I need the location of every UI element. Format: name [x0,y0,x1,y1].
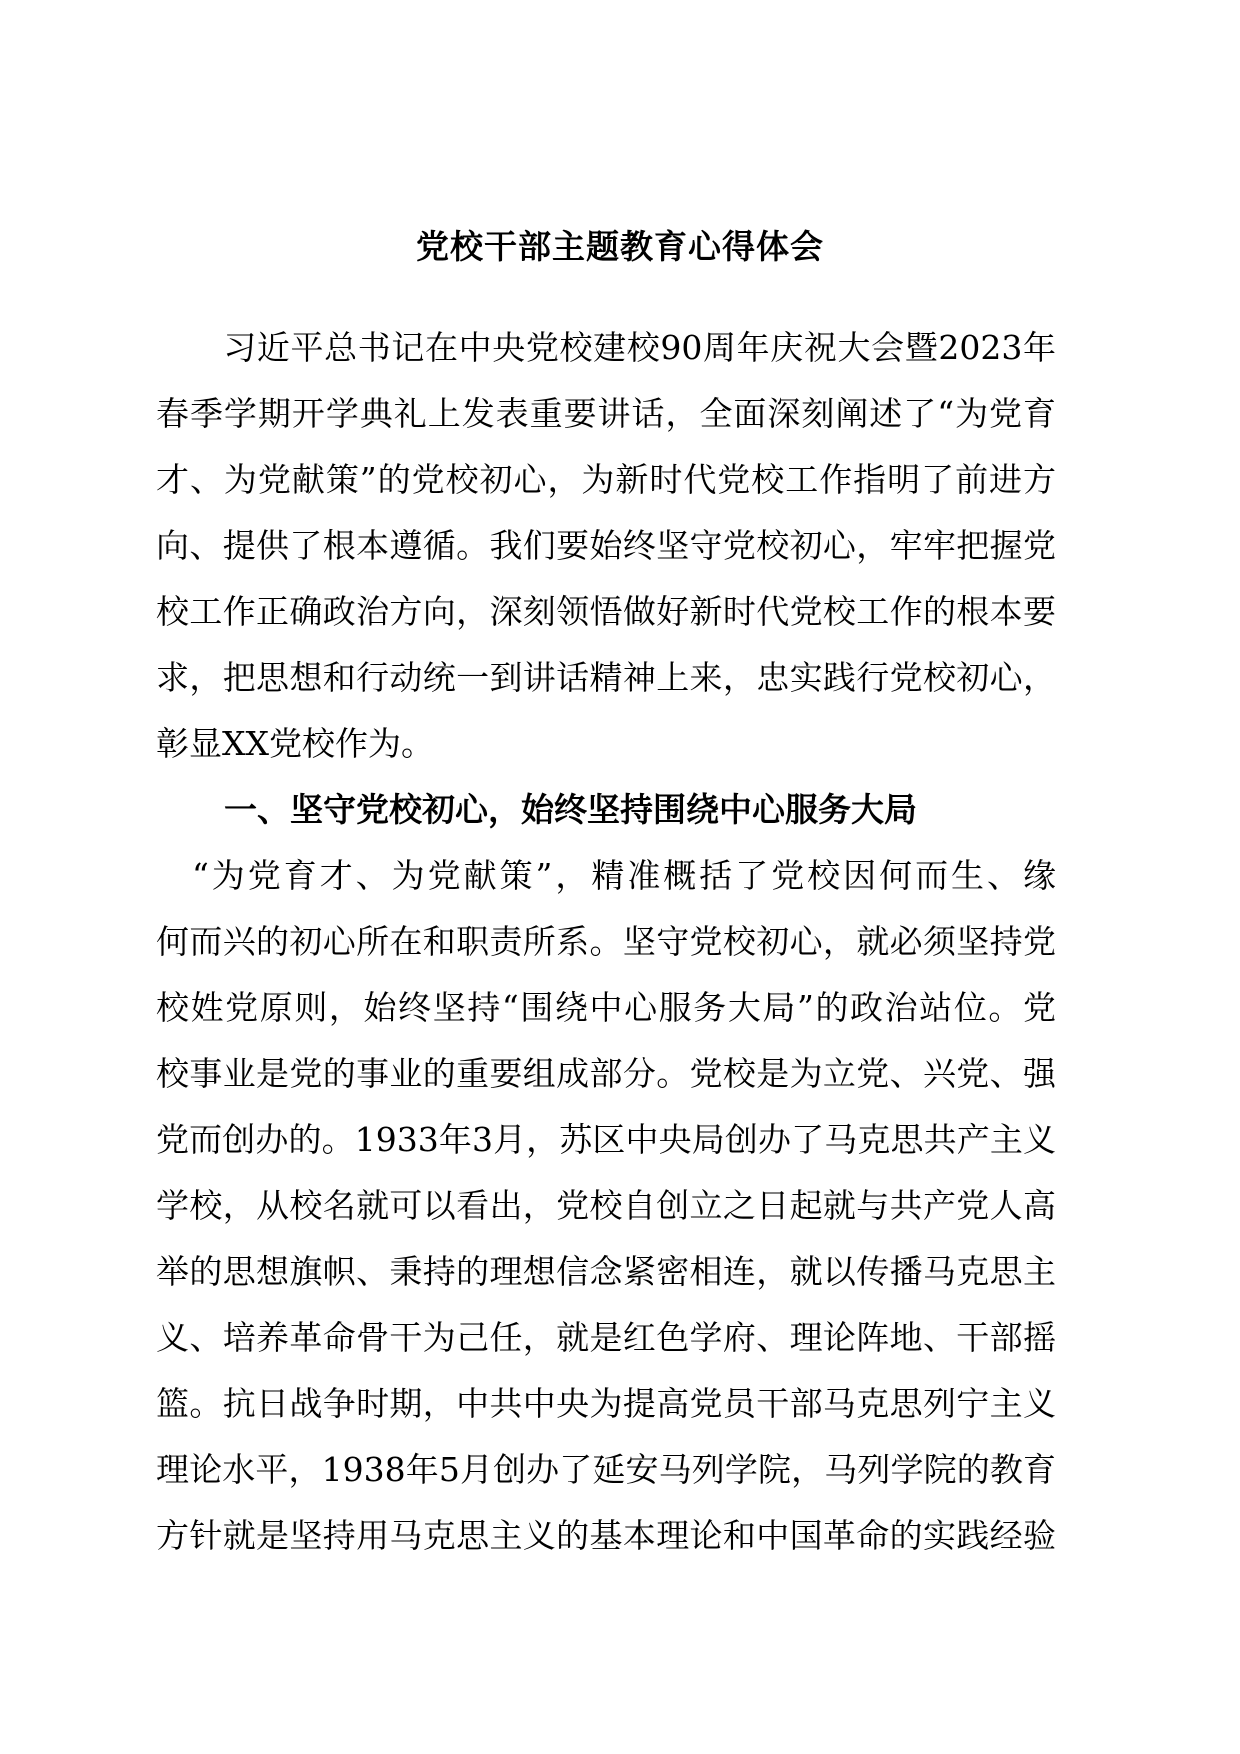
text-line: 何而兴的初心所在和职责所系。坚守党校初心，就必须坚持党 [156,922,1056,961]
text-line: 党而创办的。1933年3月，苏区中央局创办了马克思共产主义 [156,1120,1056,1159]
text-line: 校姓党原则，始终坚持“围绕中心服务大局”的政治站位。党 [156,988,1056,1027]
text-line: 春季学期开学典礼上发表重要讲话，全面深刻阐述了“为党育 [156,394,1056,433]
text-line: “为党育才、为党献策”，精准概括了党校因何而生、缘 [156,856,1056,895]
document-body [156,315,1056,1569]
text-line: 才、为党献策”的党校初心，为新时代党校工作指明了前进方 [156,460,1056,499]
text-line: 理论水平，1938年5月创办了延安马列学院，马列学院的教育 [156,1450,1056,1489]
text-line: 习近平总书记在中央党校建校90周年庆祝大会暨2023年 [156,328,1056,367]
text-line: 求，把思想和行动统一到讲话精神上来，忠实践行党校初心， [156,658,1056,697]
text-line: 向、提供了根本遵循。我们要始终坚守党校初心，牢牢把握党 [156,526,1056,565]
section-heading: 一、坚守党校初心，始终坚持围绕中心服务大局 [224,790,917,829]
text-line: 校工作正确政治方向，深刻领悟做好新时代党校工作的根本要 [156,592,1056,631]
text-line: 方针就是坚持用马克思主义的基本理论和中国革命的实践经验 [156,1516,1056,1555]
document-title: 党校干部主题教育心得体会 [416,227,824,266]
text-line: 学校，从校名就可以看出，党校自创立之日起就与共产党人高 [156,1186,1056,1225]
text-line: 校事业是党的事业的重要组成部分。党校是为立党、兴党、强 [156,1054,1056,1093]
text-line: 篮。抗日战争时期，中共中央为提高党员干部马克思列宁主义 [156,1384,1056,1423]
paragraph-intro [156,315,1056,777]
text-line: 义、培养革命骨干为己任，就是红色学府、理论阵地、干部摇 [156,1318,1056,1357]
text-line: 彰显XX党校作为。 [156,724,434,763]
paragraph-section-1 [156,843,1056,1569]
text-line: 举的思想旗帜、秉持的理想信念紧密相连，就以传播马克思主 [156,1252,1056,1291]
